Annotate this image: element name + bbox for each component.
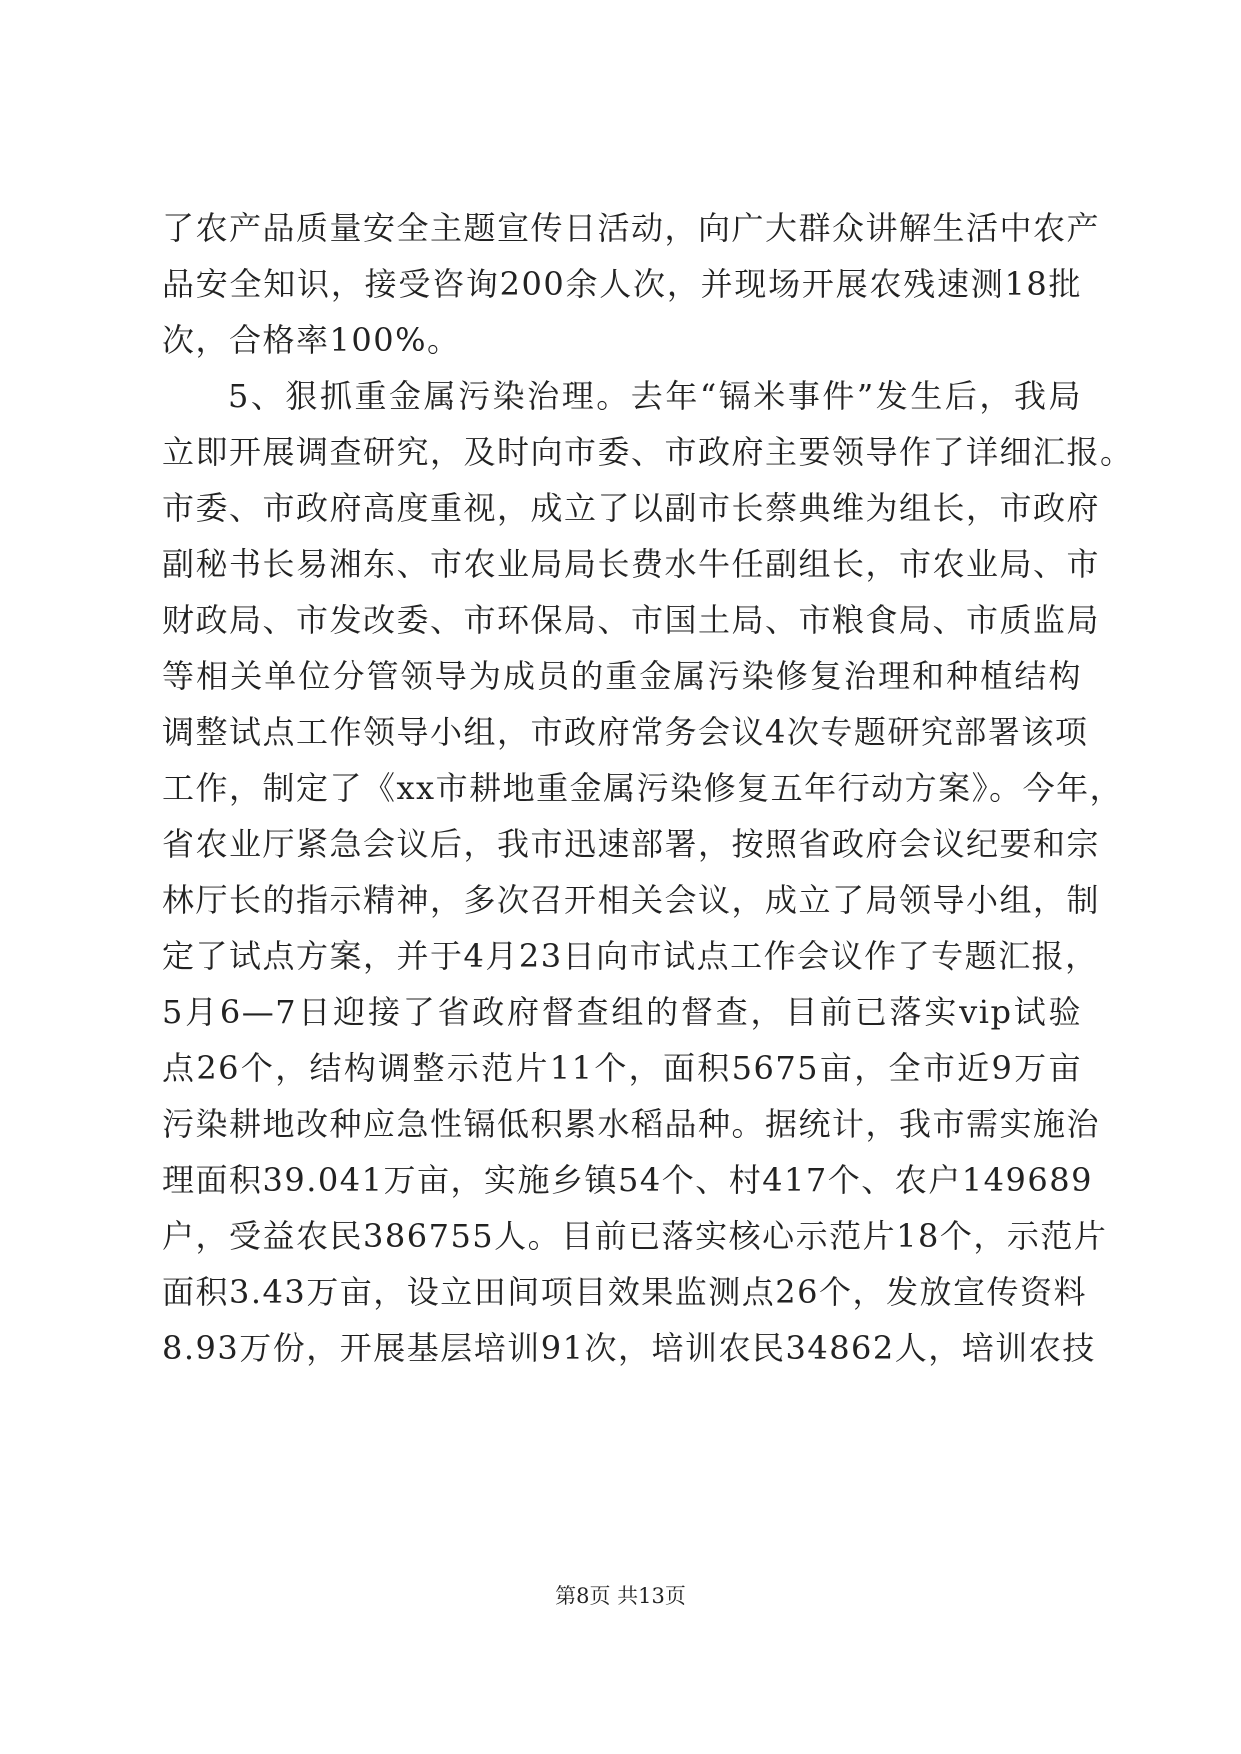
body-text-line: 点26个，结构调整示范片11个，面积5675亩，全市近9万亩 [162, 1049, 1082, 1087]
body-text-line: 次，合格率100%。 [162, 321, 461, 359]
paragraph-first-line: 5、狠抓重金属污染治理。去年“镉米事件”发生后，我局 [228, 377, 1082, 415]
body-text-line: 财政局、市发改委、市环保局、市国土局、市粮食局、市质监局 [162, 601, 1101, 639]
body-text-line: 5月6—7日迎接了省政府督查组的督查，目前已落实vip试验 [162, 993, 1082, 1031]
body-text-line: 品安全知识，接受咨询200余人次，并现场开展农残速测18批 [162, 265, 1082, 303]
body-text-line: 等相关单位分管领导为成员的重金属污染修复治理和种植结构 [162, 657, 1082, 695]
body-text-line: 污染耕地改种应急性镉低积累水稻品种。据统计，我市需实施治 [162, 1105, 1101, 1143]
body-text-line: 理面积39.041万亩，实施乡镇54个、村417个、农户149689 [162, 1161, 1093, 1199]
body-text-line: 调整试点工作领导小组，市政府常务会议4次专题研究部署该项 [162, 713, 1089, 751]
body-text-line: 省农业厅紧急会议后，我市迅速部署，按照省政府会议纪要和宗 [162, 825, 1101, 863]
page-footer [0, 1582, 1241, 1610]
body-text-line: 林厅长的指示精神，多次召开相关会议，成立了局领导小组，制 [162, 881, 1101, 919]
body-text-line: 定了试点方案，并于4月23日向市试点工作会议作了专题汇报， [162, 937, 1099, 975]
body-text-line: 工作，制定了《xx市耕地重金属污染修复五年行动方案》。今年， [162, 769, 1124, 807]
body-text-line: 8.93万份，开展基层培训91次，培训农民34862人，培训农技 [162, 1329, 1096, 1367]
body-text-line: 面积3.43万亩，设立田间项目效果监测点26个，发放宣传资料 [162, 1273, 1087, 1311]
body-text-line: 户，受益农民386755人。目前已落实核心示范片18个，示范片 [162, 1217, 1108, 1255]
body-text-line: 市委、市政府高度重视，成立了以副市长蔡典维为组长，市政府 [162, 489, 1101, 527]
body-text-line: 立即开展调查研究，及时向市委、市政府主要领导作了详细汇报。 [162, 433, 1134, 471]
body-text-line: 了农产品质量安全主题宣传日活动，向广大群众讲解生活中农产 [162, 209, 1101, 247]
page-number-label: 第8页 共13页 [555, 1584, 686, 1608]
body-text-line: 副秘书长易湘东、市农业局局长费水牛任副组长，市农业局、市 [162, 545, 1101, 583]
